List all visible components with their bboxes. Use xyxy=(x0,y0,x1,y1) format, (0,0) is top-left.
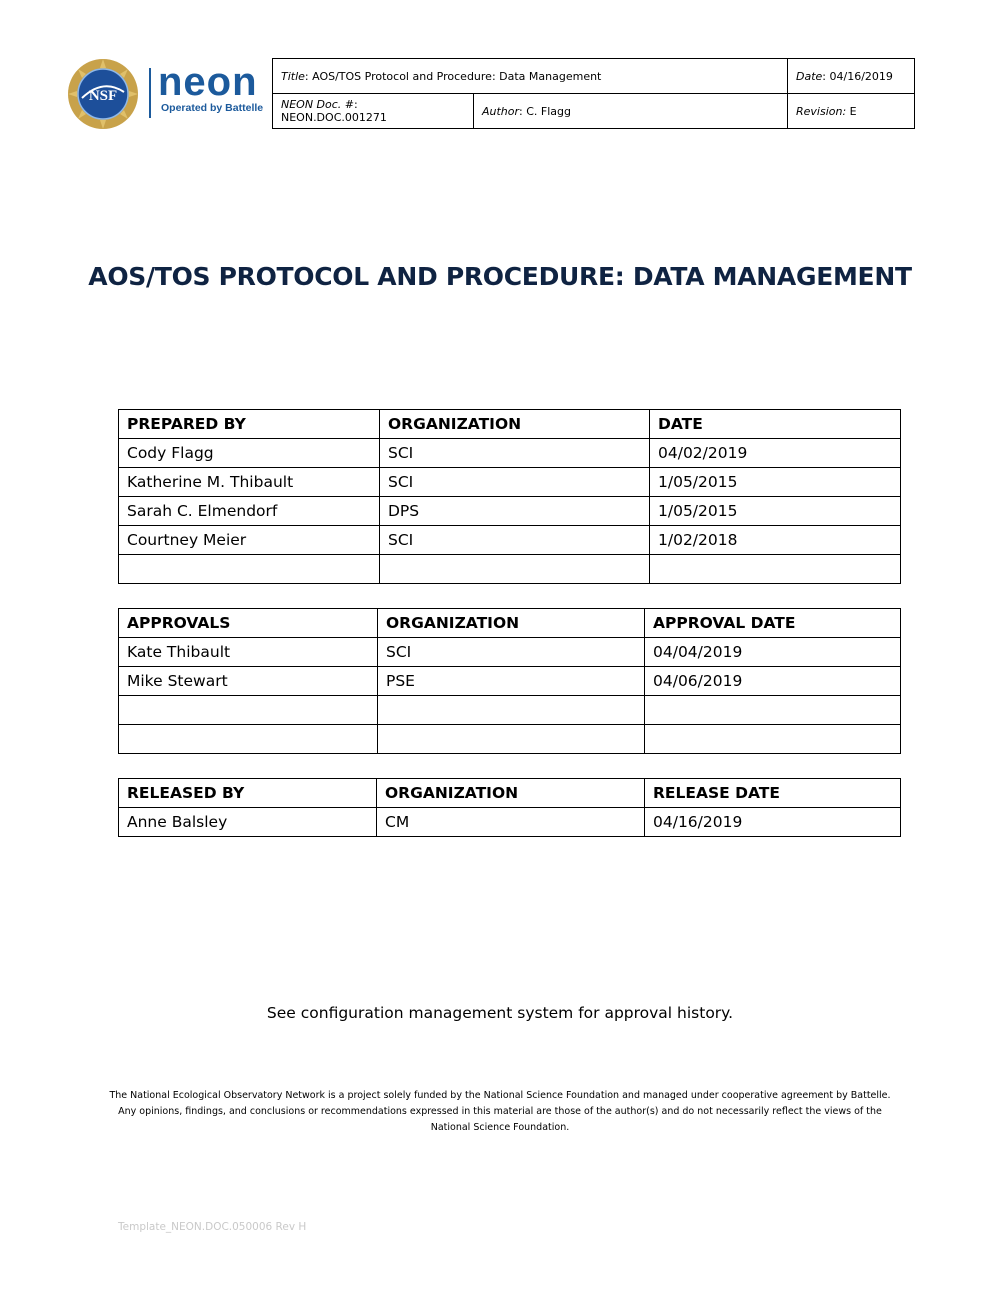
table-row-empty xyxy=(119,696,901,725)
disclaimer-line: The National Ecological Observatory Network is a project solely funded by the National Science Foundation and managed under cooperative agreement by Battelle. xyxy=(109,1090,891,1101)
approval-history-note: See configuration management system for approval history. xyxy=(266,1004,734,1022)
table-row-empty xyxy=(119,555,901,584)
table-cell: 1/02/2018 xyxy=(650,526,901,555)
table-row xyxy=(119,667,901,696)
table-cell: 04/16/2019 xyxy=(645,808,901,837)
header-doc-label: NEON Doc. # xyxy=(281,98,355,111)
header-author-cell xyxy=(474,94,788,129)
approvals-table xyxy=(118,608,901,754)
template-id: Template_NEON.DOC.050006 Rev H xyxy=(118,1221,307,1233)
table-cell: SCI xyxy=(380,526,650,555)
header-revision-cell xyxy=(788,94,915,129)
disclaimer-line: Any opinions, findings, and conclusions or recommendations expressed in this material are those of the author(s) and do not necessarily reflect the views of the xyxy=(118,1106,882,1117)
header-doc-cell xyxy=(273,94,474,129)
header-doc-value: : NEON.DOC.001271 xyxy=(281,98,387,124)
table-row xyxy=(119,497,901,526)
table-cell: CM xyxy=(377,808,645,837)
header-cell: RELEASE DATE xyxy=(645,779,901,808)
prepared-by-table xyxy=(118,409,901,584)
disclaimer-line: National Science Foundation. xyxy=(430,1122,570,1133)
table-row xyxy=(119,439,901,468)
table-cell xyxy=(645,725,901,754)
nsf-seal-text: NSF xyxy=(88,88,118,104)
table-header-row xyxy=(119,609,901,638)
table-row xyxy=(119,468,901,497)
header-cell: DATE xyxy=(650,410,901,439)
document-title: AOS/TOS PROTOCOL AND PROCEDURE: DATA MANAGEMENT xyxy=(88,262,912,291)
header-date-value: : 04/16/2019 xyxy=(822,69,893,83)
header-revision-label: Revision: xyxy=(796,104,847,118)
table-cell: Sarah C. Elmendorf xyxy=(119,497,380,526)
header-cell: ORGANIZATION xyxy=(378,609,645,638)
table-cell: Katherine M. Thibault xyxy=(119,468,380,497)
table-cell xyxy=(119,725,378,754)
table-cell: 04/02/2019 xyxy=(650,439,901,468)
table-cell: Courtney Meier xyxy=(119,526,380,555)
header-cell: ORGANIZATION xyxy=(377,779,645,808)
table-cell: Anne Balsley xyxy=(119,808,377,837)
table-cell: 1/05/2015 xyxy=(650,497,901,526)
table-cell: 1/05/2015 xyxy=(650,468,901,497)
table-cell xyxy=(650,555,901,584)
table-row xyxy=(119,526,901,555)
document-header-table xyxy=(272,58,915,129)
table-cell xyxy=(378,725,645,754)
released-by-table xyxy=(118,778,901,837)
table-cell xyxy=(380,555,650,584)
funding-disclaimer xyxy=(100,1088,900,1136)
table-row xyxy=(119,808,901,837)
header-cell: APPROVAL DATE xyxy=(645,609,901,638)
table-header-row xyxy=(119,410,901,439)
table-cell: SCI xyxy=(380,439,650,468)
header-author-label: Author xyxy=(482,104,520,118)
header-title-cell xyxy=(273,59,788,94)
table-cell: SCI xyxy=(378,638,645,667)
nsf-seal-icon xyxy=(66,58,140,130)
header-cell: PREPARED BY xyxy=(119,410,380,439)
header-revision-value: E xyxy=(846,104,857,118)
table-cell xyxy=(119,696,378,725)
header-cell: ORGANIZATION xyxy=(380,410,650,439)
header-title-value: : AOS/TOS Protocol and Procedure: Data Management xyxy=(304,69,602,83)
neon-wordmark: neon xyxy=(158,60,258,104)
table-cell: Cody Flagg xyxy=(119,439,380,468)
table-row-empty xyxy=(119,725,901,754)
table-cell: Kate Thibault xyxy=(119,638,378,667)
header-date-cell xyxy=(788,59,915,94)
neon-logo xyxy=(66,58,271,130)
table-cell: DPS xyxy=(380,497,650,526)
table-cell xyxy=(119,555,380,584)
table-cell: PSE xyxy=(378,667,645,696)
table-cell: 04/06/2019 xyxy=(645,667,901,696)
table-cell: SCI xyxy=(380,468,650,497)
table-cell: Mike Stewart xyxy=(119,667,378,696)
header-cell: APPROVALS xyxy=(119,609,378,638)
header-cell: RELEASED BY xyxy=(119,779,377,808)
table-header-row xyxy=(119,779,901,808)
table-cell: 04/04/2019 xyxy=(645,638,901,667)
neon-tagline: Operated by Battelle xyxy=(161,102,264,114)
table-cell xyxy=(645,696,901,725)
table-cell xyxy=(378,696,645,725)
header-date-label: Date xyxy=(796,69,823,83)
header-author-value: : C. Flagg xyxy=(519,104,572,118)
table-row xyxy=(119,638,901,667)
logo-divider xyxy=(149,68,151,118)
header-title-label: Title xyxy=(281,69,305,83)
